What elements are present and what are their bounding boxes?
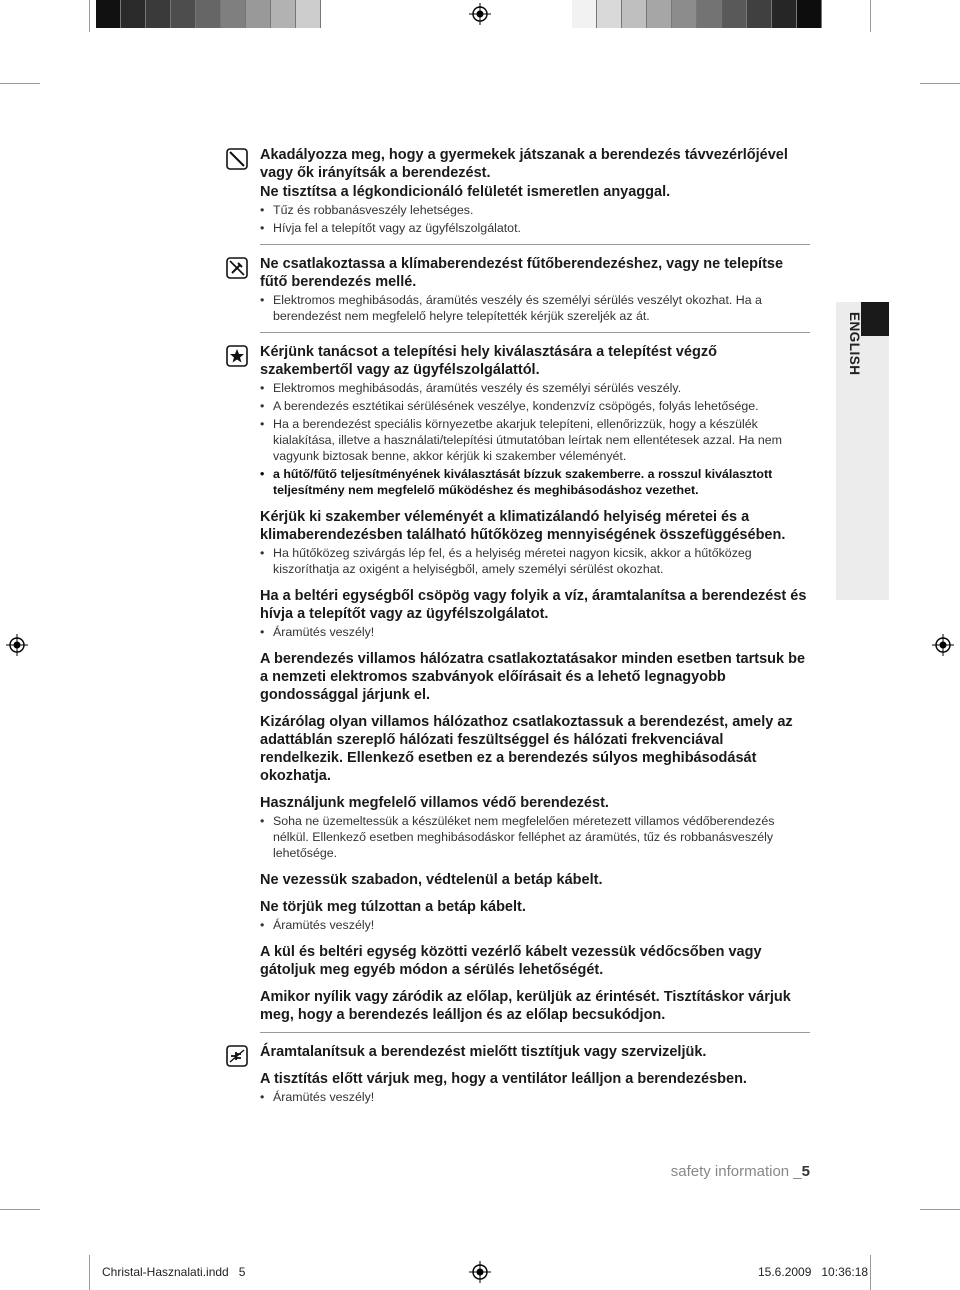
language-tab (836, 302, 889, 600)
section-divider (260, 244, 810, 245)
unplug-icon (226, 1045, 248, 1067)
safety-section (260, 255, 810, 324)
color-swatch (196, 0, 221, 28)
warning-heading: A kül és beltéri egység közötti vezérlő kábelt vezessük védőcsőben vagy gátoljuk meg egyéb módon a sérülés lehetőségét. (260, 944, 762, 978)
spacer (260, 642, 810, 650)
warning-heading: A tisztítás előtt várjuk meg, hogy a ventilátor leálljon a berendezésben. (260, 1071, 747, 1087)
crop-mark (870, 0, 871, 32)
safety-section (260, 146, 810, 236)
color-swatch (572, 0, 597, 28)
bullet-item: • Hívja fel a telepítőt vagy az ügyfélszolgálatot. (260, 220, 810, 236)
warning-heading: Ne csatlakoztassa a klímaberendezést fűtőberendezéshez, vagy ne telepítse fűtő berendezés mellé. (260, 256, 784, 290)
color-swatch (697, 0, 722, 28)
bullet-item: • Elektromos meghibásodás, áramütés veszély és személyi sérülés veszély. (260, 380, 810, 396)
color-bar-right (572, 0, 822, 28)
slug-filename: Christal-Hasznalati.indd 5 (102, 1265, 246, 1279)
warning-heading: Kérjük ki szakember véleményét a klimatizálandó helyiség méretei és a klimaberendezésben található hűtőközeg mennyiségének összefüggésében. (260, 509, 786, 543)
color-swatch (96, 0, 121, 28)
footer-text: safety information _ (670, 1163, 802, 1180)
section-divider (260, 1032, 810, 1033)
color-swatch (271, 0, 296, 28)
spacer (260, 579, 810, 587)
bullet-item: • Áramütés veszély! (260, 917, 810, 933)
spacer (260, 890, 810, 898)
bullet-item: • Áramütés veszély! (260, 624, 810, 640)
warning-heading: Használjunk megfelelő villamos védő berendezést. (260, 795, 609, 811)
warning-heading: Kérjünk tanácsot a telepítési hely kiválasztására a telepítést végző szakembertől vagy az ügyfélszolgálattól. (260, 344, 717, 378)
bullet-list (260, 292, 810, 324)
color-swatch (121, 0, 146, 28)
page-footer (640, 1163, 810, 1180)
bullet-item: • Ha hűtőközeg szivárgás lép fel, és a helyiség méretei nagyon kicsik, akkor a hűtőközeg kiszoríthatja az oxigént a helyiségből, amely személyi sérülést okozhat. (260, 545, 810, 577)
color-swatch (622, 0, 647, 28)
star-important-icon (226, 345, 248, 367)
warning-heading: Akadályozza meg, hogy a gyermekek játszanak a berendezés távvezérlőjével vagy ők irányítsák a berendezést. (260, 147, 788, 181)
spacer (260, 1062, 810, 1070)
color-swatch (722, 0, 747, 28)
color-swatch (296, 0, 321, 28)
bullet-list (260, 466, 810, 498)
color-swatch (597, 0, 622, 28)
warning-heading: Ne tisztítsa a légkondicionáló felületét ismeretlen anyaggal. (260, 184, 671, 200)
section-divider (260, 332, 810, 333)
color-swatch (171, 0, 196, 28)
crop-mark (0, 83, 40, 84)
safety-content (260, 146, 810, 1107)
spacer (260, 980, 810, 988)
bullet-list (260, 624, 810, 640)
warning-heading: Ha a beltéri egységből csöpög vagy folyik a víz, áramtalanítsa a berendezést és hívja a telepítőt vagy az ügyfélszolgálatot. (260, 588, 807, 622)
color-swatch (246, 0, 271, 28)
no-touch-icon (226, 148, 248, 170)
crop-mark (0, 1209, 40, 1210)
color-swatch (672, 0, 697, 28)
bullet-list (260, 202, 810, 236)
color-swatch (221, 0, 246, 28)
warning-heading: Amikor nyílik vagy záródik az előlap, kerüljük az érintését. Tisztításkor várjuk meg, hogy a berendezés leálljon és az előlap becsukódjon. (260, 989, 791, 1023)
crop-mark (920, 1209, 960, 1210)
language-tab-label: ENGLISH (847, 312, 862, 376)
spacer (260, 935, 810, 943)
spacer (260, 705, 810, 713)
safety-section (260, 343, 810, 1024)
warning-heading: Ne törjük meg túlzottan a betáp kábelt. (260, 899, 526, 915)
color-swatch (747, 0, 772, 28)
crop-mark (89, 0, 90, 32)
slug-timestamp: 15.6.2009 10:36:18 (758, 1265, 869, 1279)
tab-marker (861, 302, 889, 336)
bullet-list (260, 380, 810, 464)
bullet-item: • A berendezés esztétikai sérülésének veszélye, kondenzvíz csöpögés, folyás lehetősége. (260, 398, 810, 414)
bullet-item: • Tűz és robbanásveszély lehetséges. (260, 202, 810, 218)
spacer (260, 786, 810, 794)
color-swatch (772, 0, 797, 28)
bullet-list (260, 545, 810, 577)
warning-heading: Kizárólag olyan villamos hálózathoz csatlakoztassuk a berendezést, amely az adattáblán szereplő hálózati feszültséggel és hálózati frekvenciával rendelkezik. Ellenkező esetben ez a berendezés súlyos meghibásodását okozhatja. (260, 714, 793, 784)
bullet-item: • Elektromos meghibásodás, áramütés veszély és személyi sérülés veszélyt okozhat. Ha a berendezést nem megfelelő helyre telepítették kérjük szereljék az át. (260, 292, 810, 324)
safety-section (260, 1043, 810, 1105)
bullet-list (260, 917, 810, 933)
bullet-list (260, 813, 810, 861)
warning-heading: Ne vezessük szabadon, védtelenül a betáp kábelt. (260, 872, 603, 888)
color-swatch (647, 0, 672, 28)
crop-mark (920, 83, 960, 84)
registration-mark-top-icon (469, 3, 491, 25)
registration-mark-left-icon (6, 634, 28, 656)
bullet-item: • a hűtő/fűtő teljesítményének kiválasztását bízzuk szakemberre. a rosszul kiválasztott teljesítmény nem megfelelő működéshez és meghibásodáshoz vezethet. (260, 466, 810, 498)
registration-mark-right-icon (932, 634, 954, 656)
crop-mark (89, 1255, 90, 1290)
registration-mark-bottom-icon (469, 1261, 491, 1283)
crop-mark (870, 1255, 871, 1290)
bullet-item: • Ha a berendezést speciális környezetbe akarjuk telepíteni, ellenőrizzük, hogy a készülék kialakítása, illetve a használati/telepítési útmutatóban leírtak nem ellentétesek azzal. Ha nem vagyunk biztosak benne, akkor kérjük ki szakember véleményét. (260, 416, 810, 464)
color-swatch (797, 0, 822, 28)
page-number: 5 (801, 1163, 810, 1180)
warning-heading: Áramtalanítsuk a berendezést mielőtt tisztítjuk vagy szervizeljük. (260, 1044, 707, 1060)
spacer (260, 500, 810, 508)
bullet-item: • Soha ne üzemeltessük a készüléket nem megfelelően méretezett villamos védőberendezés nélkül. Ellenkező esetben meghibásodáskor felléphet az áramütés, tűz és robbanásveszély lehetősége. (260, 813, 810, 861)
spacer (260, 863, 810, 871)
no-disassemble-icon (226, 257, 248, 279)
color-swatch (146, 0, 171, 28)
bullet-item: • Áramütés veszély! (260, 1089, 810, 1105)
color-bar-left (96, 0, 321, 28)
bullet-list (260, 1089, 810, 1105)
warning-heading: A berendezés villamos hálózatra csatlakoztatásakor minden esetben tartsuk be a nemzeti elektromos szabványok előírásait és a lehető legnagyobb gondossággal járjunk el. (260, 651, 806, 703)
